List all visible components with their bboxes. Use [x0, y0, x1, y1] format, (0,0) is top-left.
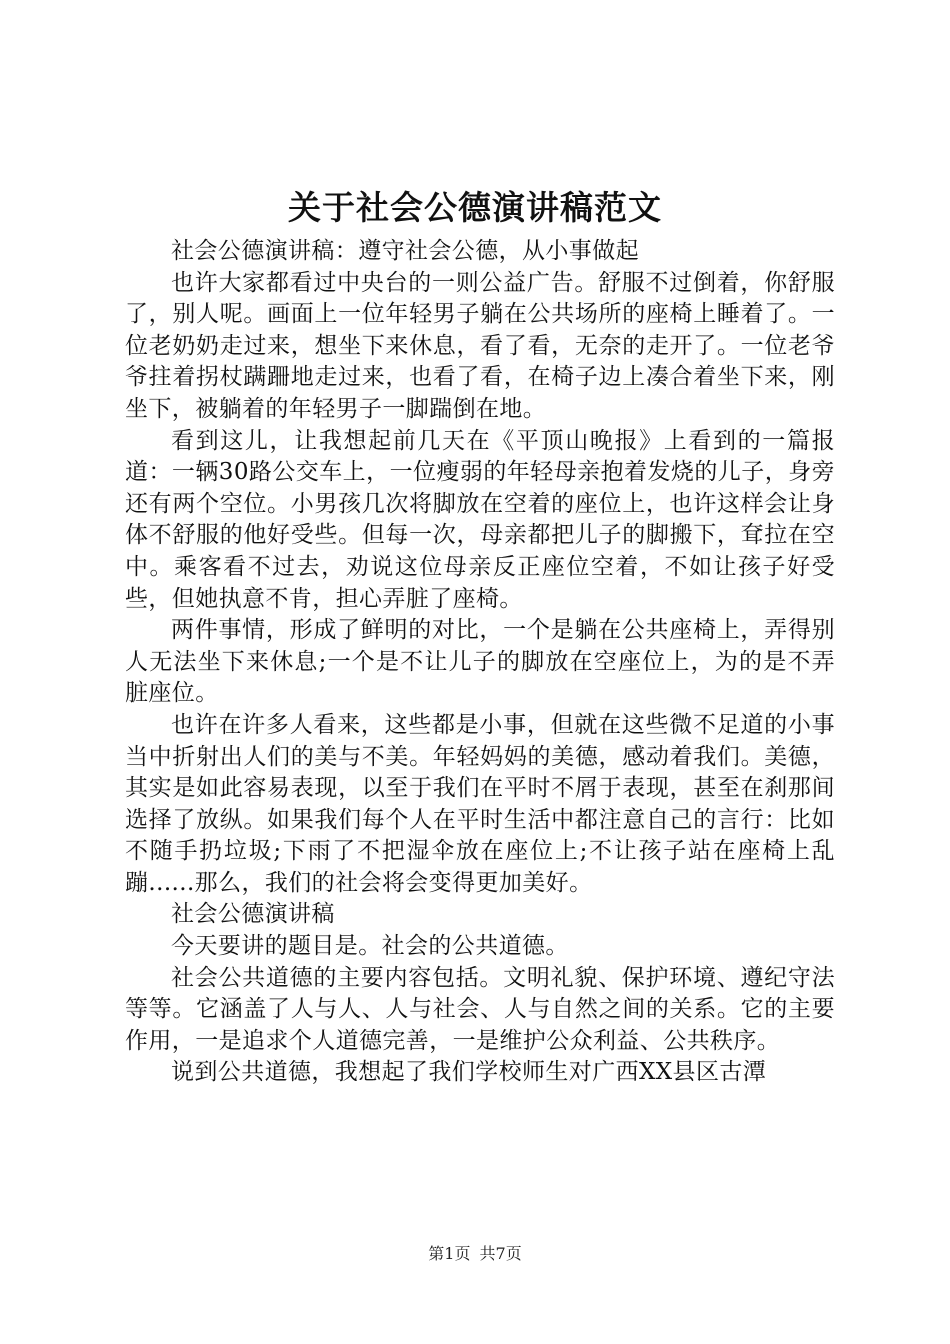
- document-title: 关于社会公德演讲稿范文: [288, 188, 662, 227]
- paragraph: 社会公共道德的主要内容包括。文明礼貌、保护环境、遵纪守法等等。它涵盖了人与人、人与社会、人与自然之间的关系。它的主要作用，一是追求个人道德完善，一是维护公众利益、公共秩序。: [125, 964, 835, 1054]
- page-total: 共7页: [479, 1244, 522, 1263]
- paragraph-subtitle: 社会公德演讲稿：遵守社会公德，从小事做起: [171, 238, 639, 264]
- paragraph: 说到公共道德，我想起了我们学校师生对广西XX县区古潭: [171, 1059, 767, 1086]
- paragraph: 也许大家都看过中央台的一则公益广告。舒服不过倒着，你舒服了，别人呢。画面上一位年轻男子躺在公共场所的座椅上睡着了。一位老奶奶走过来，想坐下来休息，看了看，无奈的走开了。一位老爷爷拄着拐杖蹒跚地走过来，也看了看，在椅子边上凑合着坐下来，刚坐下，被躺着的年轻男子一脚踹倒在地。: [125, 269, 835, 422]
- page-footer: [0, 1244, 950, 1264]
- document-body: [125, 236, 835, 1089]
- section-heading: 社会公德演讲稿: [171, 901, 335, 928]
- paragraph: 今天要讲的题目是。社会的公共道德。: [171, 933, 569, 960]
- page-number: 第1页: [428, 1244, 471, 1263]
- paragraph: 看到这儿，让我想起前几天在《平顶山晚报》上看到的一篇报道：一辆30路公交车上，一位瘦弱的年轻母亲抱着发烧的儿子，身旁还有两个空位。小男孩几次将脚放在空着的座位上，也许这样会让身体不舒服的他好受些。但每一次，母亲都把儿子的脚搬下，耷拉在空中。乘客看不过去，劝说这位母亲反正座位空着，不如让孩子好受些，但她执意不肯，担心弄脏了座椅。: [125, 427, 835, 612]
- paragraph: 两件事情，形成了鲜明的对比，一个是躺在公共座椅上，弄得别人无法坐下来休息;一个是不让儿子的脚放在空座位上，为的是不弄脏座位。: [125, 617, 835, 707]
- paragraph: 也许在许多人看来，这些都是小事，但就在这些微不足道的小事当中折射出人们的美与不美。年轻妈妈的美德，感动着我们。美德，其实是如此容易表现，以至于我们在平时不屑于表现，甚至在刹那间选择了放纵。如果我们每个人在平时生活中都注意自己的言行：比如不随手扔垃圾;下雨了不把湿伞放在座位上;不让孩子站在座椅上乱蹦......那么，我们的社会将会变得更加美好。: [125, 711, 835, 896]
